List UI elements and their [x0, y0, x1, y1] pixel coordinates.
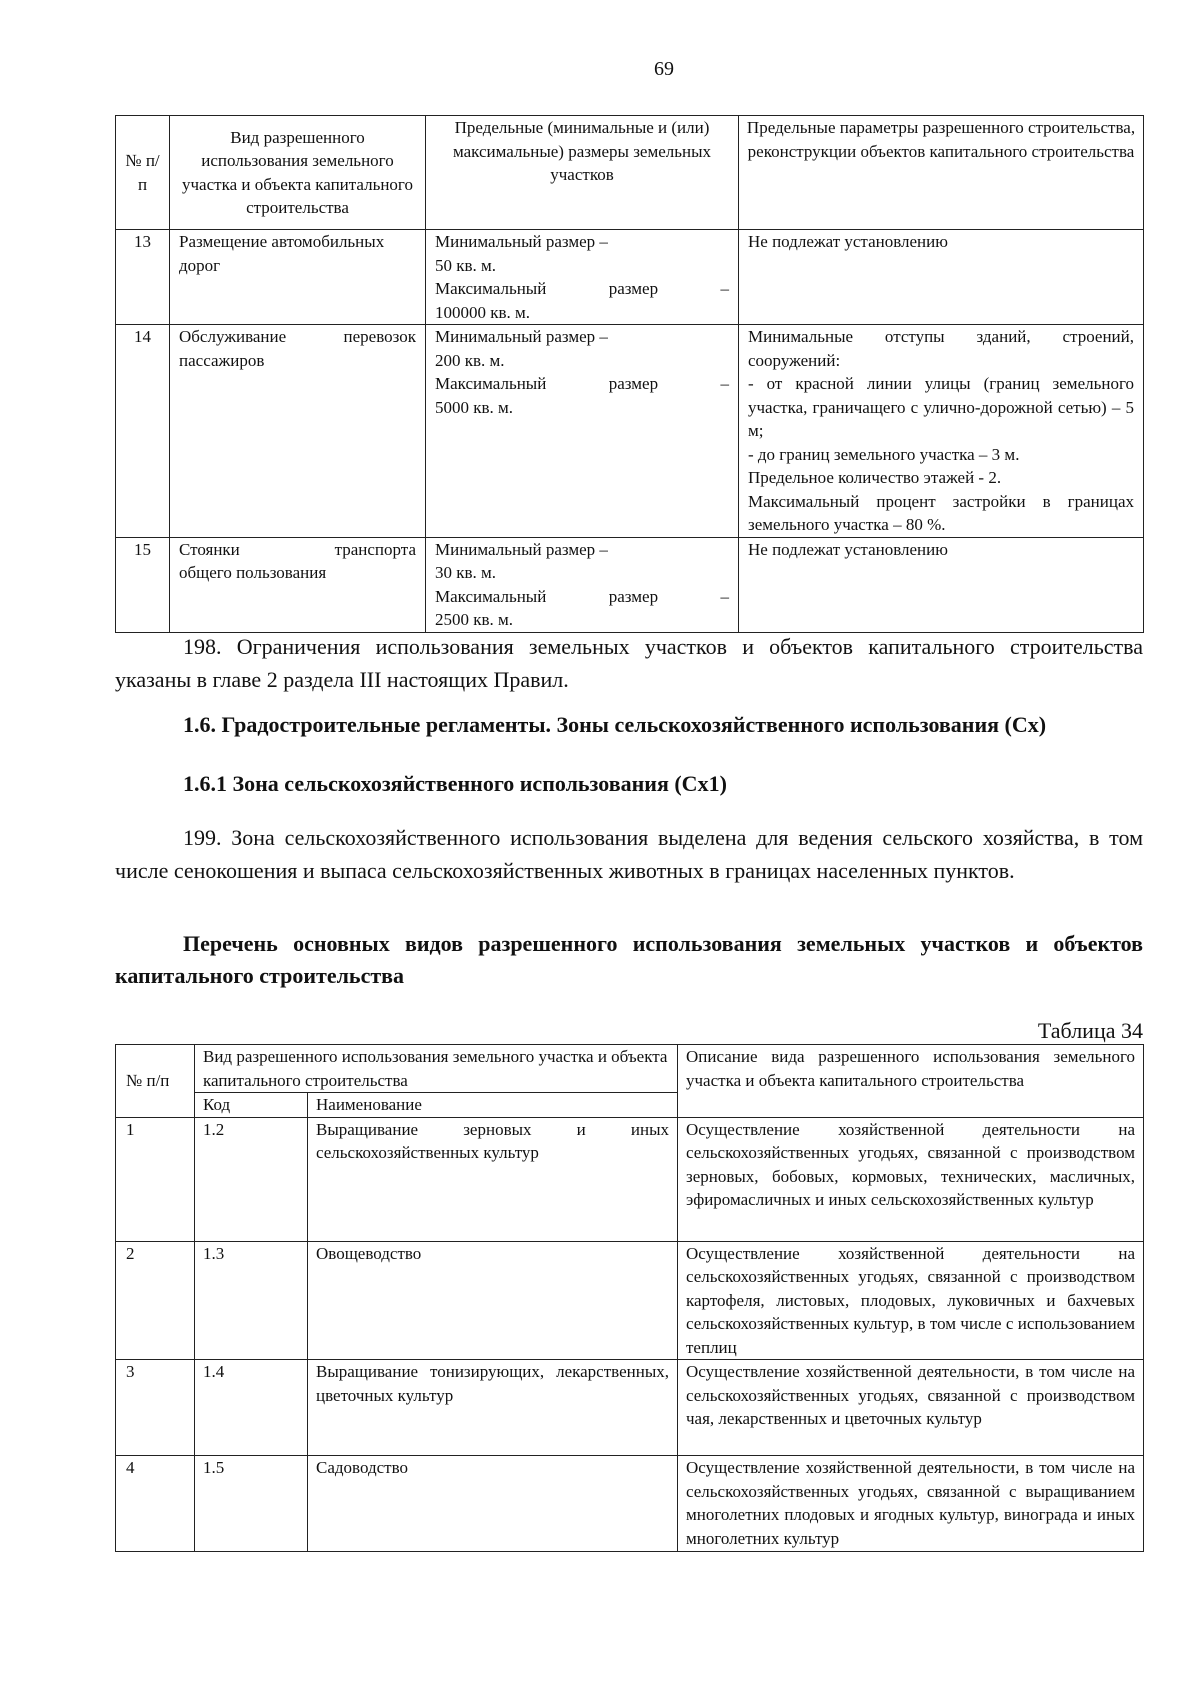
- min-size: Минимальный размер –: [435, 232, 608, 251]
- header-sizes: Предельные (минимальные и (или) максимальные) размеры земельных участков: [426, 116, 739, 230]
- row-kind: Стоянки транспорта общего пользования: [170, 537, 426, 632]
- row-kind: Размещение автомобильных дорог: [170, 230, 426, 325]
- row-num: 15: [116, 537, 170, 632]
- params-text: - от красной линии улицы (границ земельного участка, граничащего с улично-дорожной сетью) – 5 м;: [748, 374, 1134, 440]
- page-number: 69: [654, 58, 674, 80]
- min-size: Минимальный размер –: [435, 539, 608, 559]
- header-params: Предельные параметры разрешенного строительства, реконструкции объектов капитального строительства: [739, 116, 1144, 230]
- table-row: [116, 230, 1144, 325]
- zone-parameters-table: [115, 115, 1144, 633]
- permitted-uses-table: [115, 1044, 1144, 1552]
- header-desc: Описание вида разрешенного использования земельного участка и объекта капитального строительства: [678, 1045, 1144, 1118]
- table-caption: Таблица 34: [1037, 1018, 1143, 1043]
- params-text: Не подлежат установлению: [748, 539, 948, 559]
- list-heading: Перечень основных видов разрешенного использования земельных участков и объектов капитального строительства: [115, 931, 1143, 988]
- row-name: Выращивание тонизирующих, лекарственных, цветочных культур: [308, 1360, 678, 1456]
- table-header-row: [116, 116, 1144, 230]
- header-code: Код: [195, 1093, 308, 1118]
- header-name: Наименование: [308, 1093, 678, 1118]
- header-num: № п/п: [116, 116, 170, 230]
- row-desc: Осуществление хозяйственной деятельности на сельскохозяйственных угодьях, связанной с производством зерновых, бобовых, кормовых, технических, масличных, эфиромасличных и иных сельскохозяйственных культур: [678, 1117, 1144, 1241]
- table-row: [116, 1241, 1144, 1360]
- row-code: 1.3: [195, 1241, 308, 1360]
- min-size: Минимальный размер –: [435, 327, 608, 346]
- max-size: Максимальный размер –: [435, 279, 730, 298]
- row-desc: Осуществление хозяйственной деятельности на сельскохозяйственных угодьях, связанной с производством картофеля, листовых, плодовых, луковичных и бахчевых сельскохозяйственных культур, в том числе с использованием теплиц: [678, 1241, 1144, 1360]
- row-num: 1: [116, 1117, 195, 1241]
- max-size-value: 100000 кв. м.: [435, 302, 531, 322]
- row-sizes: [426, 230, 739, 325]
- table-row: [116, 325, 1144, 538]
- row-code: 1.5: [195, 1456, 308, 1552]
- params-text: Предельное количество этажей - 2.: [748, 468, 1002, 487]
- max-size: Максимальный размер –: [435, 374, 730, 393]
- min-size-value: 200 кв. м.: [435, 350, 505, 370]
- row-name: Овощеводство: [308, 1241, 678, 1360]
- params-text: Не подлежат установлению: [748, 232, 948, 251]
- table-row: [116, 1117, 1144, 1241]
- min-size-value: 50 кв. м.: [435, 255, 497, 275]
- row-name: Выращивание зерновых и иных сельскохозяйственных культур: [308, 1117, 678, 1241]
- row-code: 1.4: [195, 1360, 308, 1456]
- row-params: [739, 325, 1144, 538]
- params-text: Минимальные отступы зданий, строений, сооружений:: [748, 327, 1134, 370]
- paragraph-199: 199. Зона сельскохозяйственного использования выделена для ведения сельского хозяйства, в том числе сенокошения и выпаса сельскохозяйственных животных в границах населенных пунктов.: [115, 825, 1143, 883]
- params-text: - до границ земельного участка – 3 м.: [748, 444, 1020, 464]
- row-num: 4: [116, 1456, 195, 1552]
- table-row: [116, 1456, 1144, 1552]
- max-size-value: 5000 кв. м.: [435, 397, 514, 417]
- row-kind: Обслуживание перевозок пассажиров: [170, 325, 426, 538]
- paragraph-198: 198. Ограничения использования земельных участков и объектов капитального строительства указаны в главе 2 раздела III настоящих Правил.: [115, 634, 1143, 692]
- row-num: 2: [116, 1241, 195, 1360]
- table-header-row: [116, 1045, 1144, 1093]
- row-sizes: [426, 325, 739, 538]
- row-params: [739, 537, 1144, 632]
- max-size: Максимальный размер –: [435, 586, 730, 606]
- min-size-value: 30 кв. м.: [435, 563, 497, 582]
- max-size-value: 2500 кв. м.: [435, 610, 514, 629]
- table-row: [116, 1360, 1144, 1456]
- row-sizes: [426, 537, 739, 632]
- row-desc: Осуществление хозяйственной деятельности, в том числе на сельскохозяйственных угодьях, связанной с производством чая, лекарственных и цветочных культур: [678, 1360, 1144, 1456]
- row-name: Садоводство: [308, 1456, 678, 1552]
- row-num: 13: [116, 230, 170, 325]
- row-num: 14: [116, 325, 170, 538]
- row-code: 1.2: [195, 1117, 308, 1241]
- row-desc: Осуществление хозяйственной деятельности, в том числе на сельскохозяйственных угодьях, связанной с выращиванием многолетних плодовых и ягодных культур, винограда и иных многолетних культур: [678, 1456, 1144, 1552]
- header-num: № п/п: [116, 1045, 195, 1118]
- subsection-heading: 1.6.1 Зона сельскохозяйственного использования (Сх1): [183, 771, 727, 796]
- row-params: [739, 230, 1144, 325]
- table-row: [116, 537, 1144, 632]
- section-heading: 1.6. Градостроительные регламенты. Зоны сельскохозяйственного использования (Сх): [183, 712, 1047, 737]
- row-num: 3: [116, 1360, 195, 1456]
- header-kind: Вид разрешенного использования земельного участка и объекта капитального строительства: [170, 116, 426, 230]
- params-text: Максимальный процент застройки в границах земельного участка – 80 %.: [748, 491, 1134, 534]
- header-kind: Вид разрешенного использования земельного участка и объекта капитального строительства: [195, 1045, 678, 1093]
